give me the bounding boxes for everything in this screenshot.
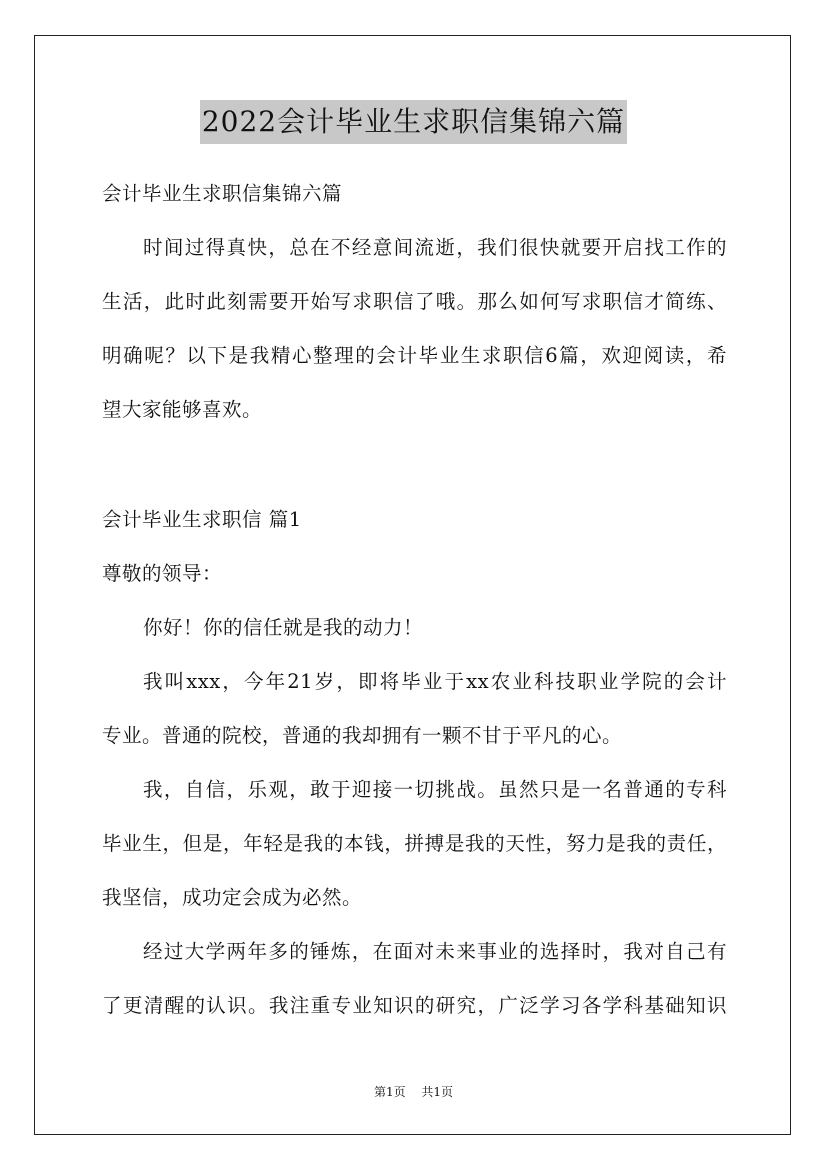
body-line-8: 了更清醒的认识。我注重专业知识的研究，广泛学习各学科基础知识 <box>102 994 727 1017</box>
intro-line-4: 望大家能够喜欢。 <box>102 398 263 421</box>
body-line-7: 经过大学两年多的锤炼，在面对未来事业的选择时，我对自己有 <box>143 940 727 963</box>
body-line-2: 我叫xxx，今年21岁，即将毕业于xx农业科技职业学院的会计 <box>143 670 727 693</box>
body-line-5: 毕业生，但是，年轻是我的本钱，拼搏是我的天性，努力是我的责任， <box>102 832 727 855</box>
title-wrap <box>0 100 827 144</box>
body-line-6: 我坚信，成功定会成为必然。 <box>102 886 363 909</box>
intro-line-1: 时间过得真快，总在不经意间流逝，我们很快就要开启找工作的 <box>143 236 727 259</box>
page-number: 第1页 <box>373 1085 406 1099</box>
body-line-3: 专业。普通的院校，普通的我却拥有一颗不甘于平凡的心。 <box>102 724 623 747</box>
intro-line-3: 明确呢？以下是我精心整理的会计毕业生求职信6篇，欢迎阅读，希 <box>102 344 727 367</box>
body-line-4: 我，自信，乐观，敢于迎接一切挑战。虽然只是一名普通的专科 <box>143 778 727 801</box>
body-line-1: 你好！你的信任就是我的动力！ <box>143 616 424 639</box>
page-footer <box>0 1083 827 1101</box>
document-subtitle: 会计毕业生求职信集锦六篇 <box>102 182 343 205</box>
section-heading: 会计毕业生求职信 篇1 <box>102 508 302 531</box>
salutation: 尊敬的领导： <box>102 562 223 585</box>
document-title: 2022会计毕业生求职信集锦六篇 <box>200 100 627 144</box>
intro-line-2: 生活，此时此刻需要开始写求职信了哦。那么如何写求职信才简练、 <box>102 290 727 313</box>
page-total: 共1页 <box>421 1085 454 1099</box>
